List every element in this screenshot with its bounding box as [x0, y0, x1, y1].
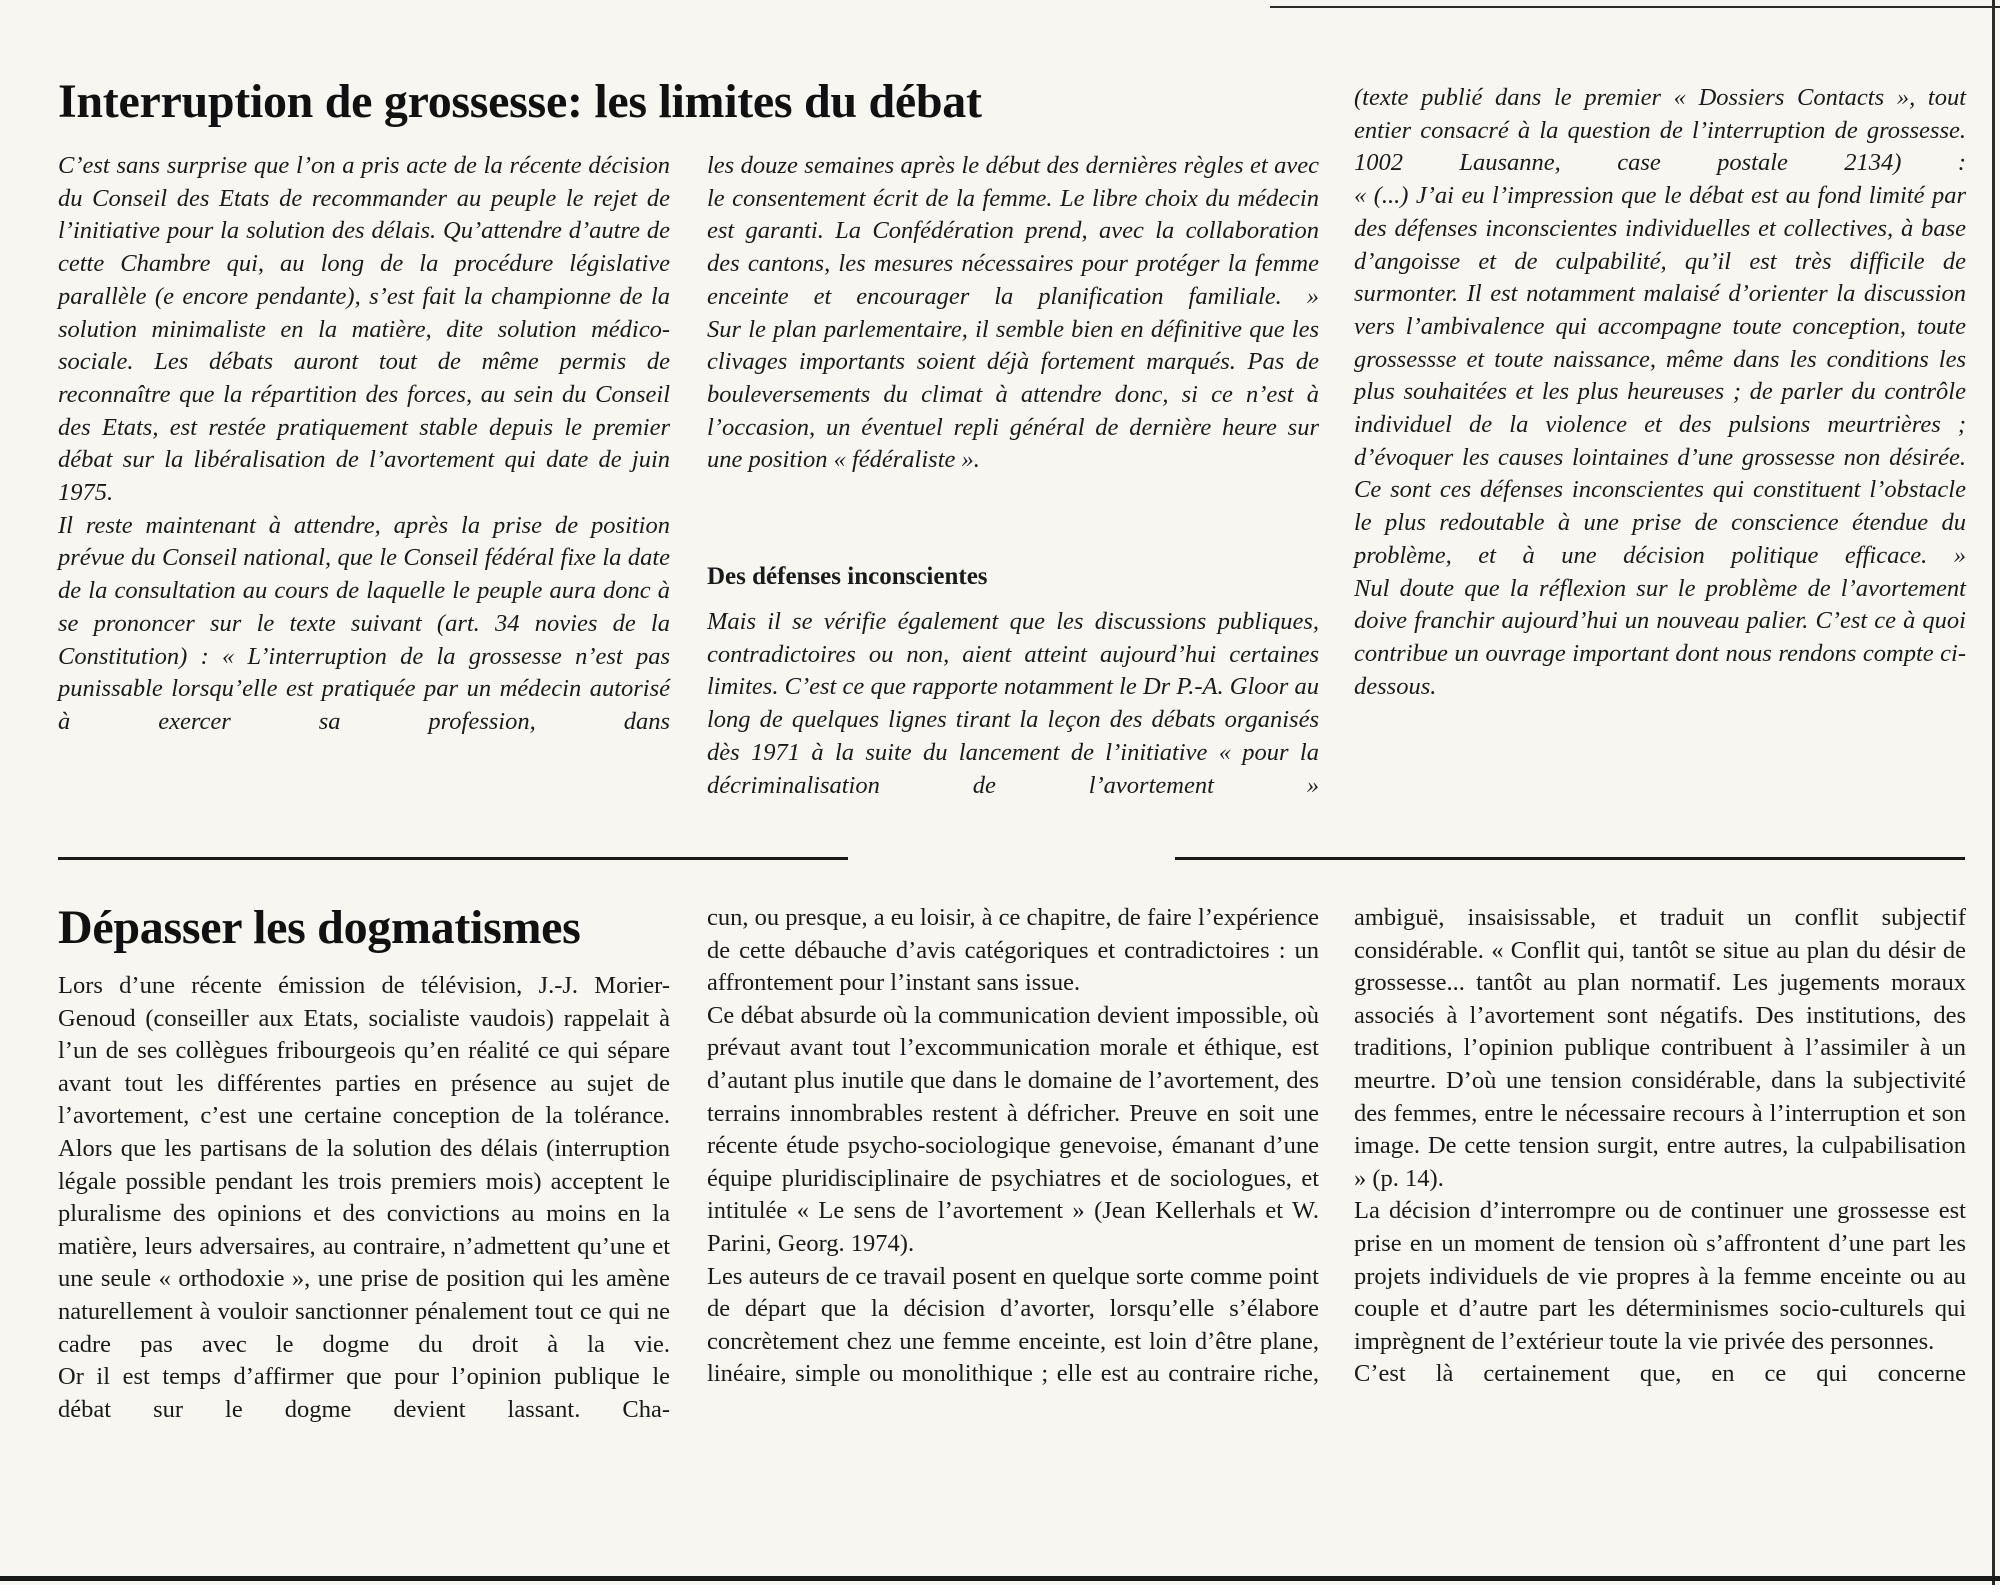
article1-title: Interruption de grossesse: les limites du débat [58, 75, 982, 128]
article1-column-3 [1354, 82, 1966, 703]
paragraph: cun, ou presque, a eu loisir, à ce chapitre, de faire l’expérience de cette débauche d’avis catégoriques et contradictoires : un affrontement pour l’instant sans issue. [707, 904, 1319, 997]
article2-title: Dépasser les dogmatismes [58, 901, 581, 954]
article1-column-1 [58, 150, 670, 739]
paragraph: ambiguë, insaisissable, et traduit un conflit subjectif considérable. « Conflit qui, tantôt se situe au plan du désir de grossesse... tantôt au plan normatif. Les jugements moraux associés à l’avortement sont négatifs. Des institutions, des traditions, l’opinion publique contribuent à l’assimiler à un meurtre. D’où une tension considérable, dans la subjectivité des femmes, entre le nécessaire recours à l’interruption et son image. De cette tension surgit, entre autres, la culpabilisation » (p. 14). [1354, 904, 1966, 1192]
article2-column-3 [1354, 902, 1966, 1391]
paragraph: Il reste maintenant à attendre, après la prise de position prévue du Conseil national, que le Conseil fédéral fixe la date de la consultation au cours de laquelle le peuple aura donc à se prononcer sur le texte suivant (art. 34 novies de la Constitution) : « L’interruption de la grossesse n’est pas punissable lorsqu’elle est pratiquée par un médecin autorisé à exercer sa profession, dans [58, 511, 670, 735]
article1-column-2-bottom [707, 606, 1319, 802]
article1-column-2-top [707, 150, 1319, 477]
top-edge-rule [1270, 6, 2000, 8]
paragraph: Lors d’une récente émission de télévision, J.-J. Morier-Genoud (conseiller aux Etats, socialiste vaudois) rappelait à l’un de ses collègues fribourgeois qu’en réalité ce qui sépare avant tout les différentes parties en présence au sujet de l’avortement, c’est une certaine conception de la tolérance. Alors que les partisans de la solution des délais (interruption légale possible pendant les trois premiers mois) acceptent le pluralisme des opinions et des convictions au moins en la matière, leurs adversaires, au contraire, n’admettent qu’une et une seule « orthodoxie », une prise de position qui les amène naturellement à vouloir sanctionner pénalement tout ce qui ne cadre pas avec le dogme du droit à la vie. [58, 972, 670, 1358]
paragraph: Or il est temps d’affirmer que pour l’opinion publique le débat sur le dogme devient lassant. Cha- [58, 1363, 670, 1423]
bottom-edge-rule [0, 1576, 2000, 1581]
page-edge-right [1992, 0, 1995, 1585]
article2-column-2 [707, 902, 1319, 1391]
paragraph: C’est sans surprise que l’on a pris acte de la récente décision du Conseil des Etats de recommander au peuple le rejet de l’initiative pour la solution des délais. Qu’attendre d’autre de cette Chambre qui, au long de la procédure législative parallèle (e encore pendante), s’est fait la championne de la solution minimaliste en la matière, dite solution médico-sociale. Les débats auront tout de même permis de reconnaître que la répartition des forces, au sein du Conseil des Etats, est restée pratiquement stable depuis le premier débat sur la libéralisation de l’avortement qui date de juin 1975. [58, 152, 670, 507]
paragraph: Sur le plan parlementaire, il semble bien en définitive que les clivages importants soient déjà fortement marqués. Pas de bouleversements du climat à attendre donc, si ce n’est à l’occasion, un éventuel repli général de dernière heure sur une position « fédéraliste ». [707, 315, 1319, 474]
paragraph: les douze semaines après le début des dernières règles et avec le consentement écrit de la femme. Le libre choix du médecin est garanti. La Confédération prend, avec la collaboration des cantons, les mesures nécessaires pour protéger la femme enceinte et encourager la planification familiale. » [707, 152, 1319, 310]
paragraph: C’est là certainement que, en ce qui concerne [1354, 1360, 1966, 1388]
section-divider-right [1175, 857, 1965, 860]
section-divider-left [58, 857, 848, 860]
paragraph: Nul doute que la réflexion sur le problème de l’avortement doive franchir aujourd’hui un nouveau palier. C’est ce à quoi contribue un ouvrage important dont nous rendons compte ci-dessous. [1354, 574, 1966, 700]
paragraph: (texte publié dans le premier « Dossiers Contacts », tout entier consacré à la question de l’interruption de grossesse. 1002 Lausanne, case postale 2134) : [1354, 84, 1966, 177]
paragraph: « (...) J’ai eu l’impression que le débat est au fond limité par des défenses inconscientes individuelles et collectives, à base d’angoisse et de culpabilité, qu’il est très difficile de surmonter. Il est notamment malaisé d’orienter la discussion vers l’ambivalence qui accompagne toute conception, toute grossessse et toute naissance, même dans les conditions les plus souhaitées et les plus heureuses ; de parler du contrôle individuel de la violence et des pulsions meurtrières ; d’évoquer les causes lointaines d’une grossesse non désirée. Ce sont ces défenses inconscientes qui constituent l’obstacle le plus redoutable à une prise de conscience étendue du problème, et à une décision politique efficace. » [1354, 182, 1966, 569]
paragraph: La décision d’interrompre ou de continuer une grossesse est prise en un moment de tension où s’affrontent d’une part les projets individuels de vie propres à la femme enceinte ou au couple et d’autre part les déterminismes socio-culturels qui imprègnent de l’extérieur toute la vie privée des personnes. [1354, 1197, 1966, 1355]
subheading: Des défenses inconscientes [707, 563, 988, 590]
paragraph: Les auteurs de ce travail posent en quelque sorte comme point de départ que la décision d’avorter, lorsqu’elle s’élabore concrètement chez une femme enceinte, est loin d’être plane, linéaire, simple ou monolithique ; elle est au contraire riche, [707, 1262, 1319, 1388]
article2-column-1 [58, 970, 670, 1426]
paragraph: Mais il se vérifie également que les discussions publiques, contradictoires ou non, aient atteint aujourd’hui certaines limites. C’est ce que rapporte notamment le Dr P.-A. Gloor au long de quelques lignes tirant la leçon des débats organisés dès 1971 à la suite du lancement de l’initiative « pour la décriminalisation de l’avortement » [707, 608, 1319, 799]
paragraph: Ce débat absurde où la communication devient impossible, où prévaut avant tout l’excommunication morale et éthique, est d’autant plus inutile que dans le domaine de l’avortement, des terrains innombrables restent à défricher. Preuve en soit une récente étude psycho-sociologique genevoise, émanant d’une équipe pluridisciplinaire de psychiatres et de sociologues, et intitulée « Le sens de l’avortement » (Jean Kellerhals et W. Parini, Georg. 1974). [707, 1001, 1319, 1257]
